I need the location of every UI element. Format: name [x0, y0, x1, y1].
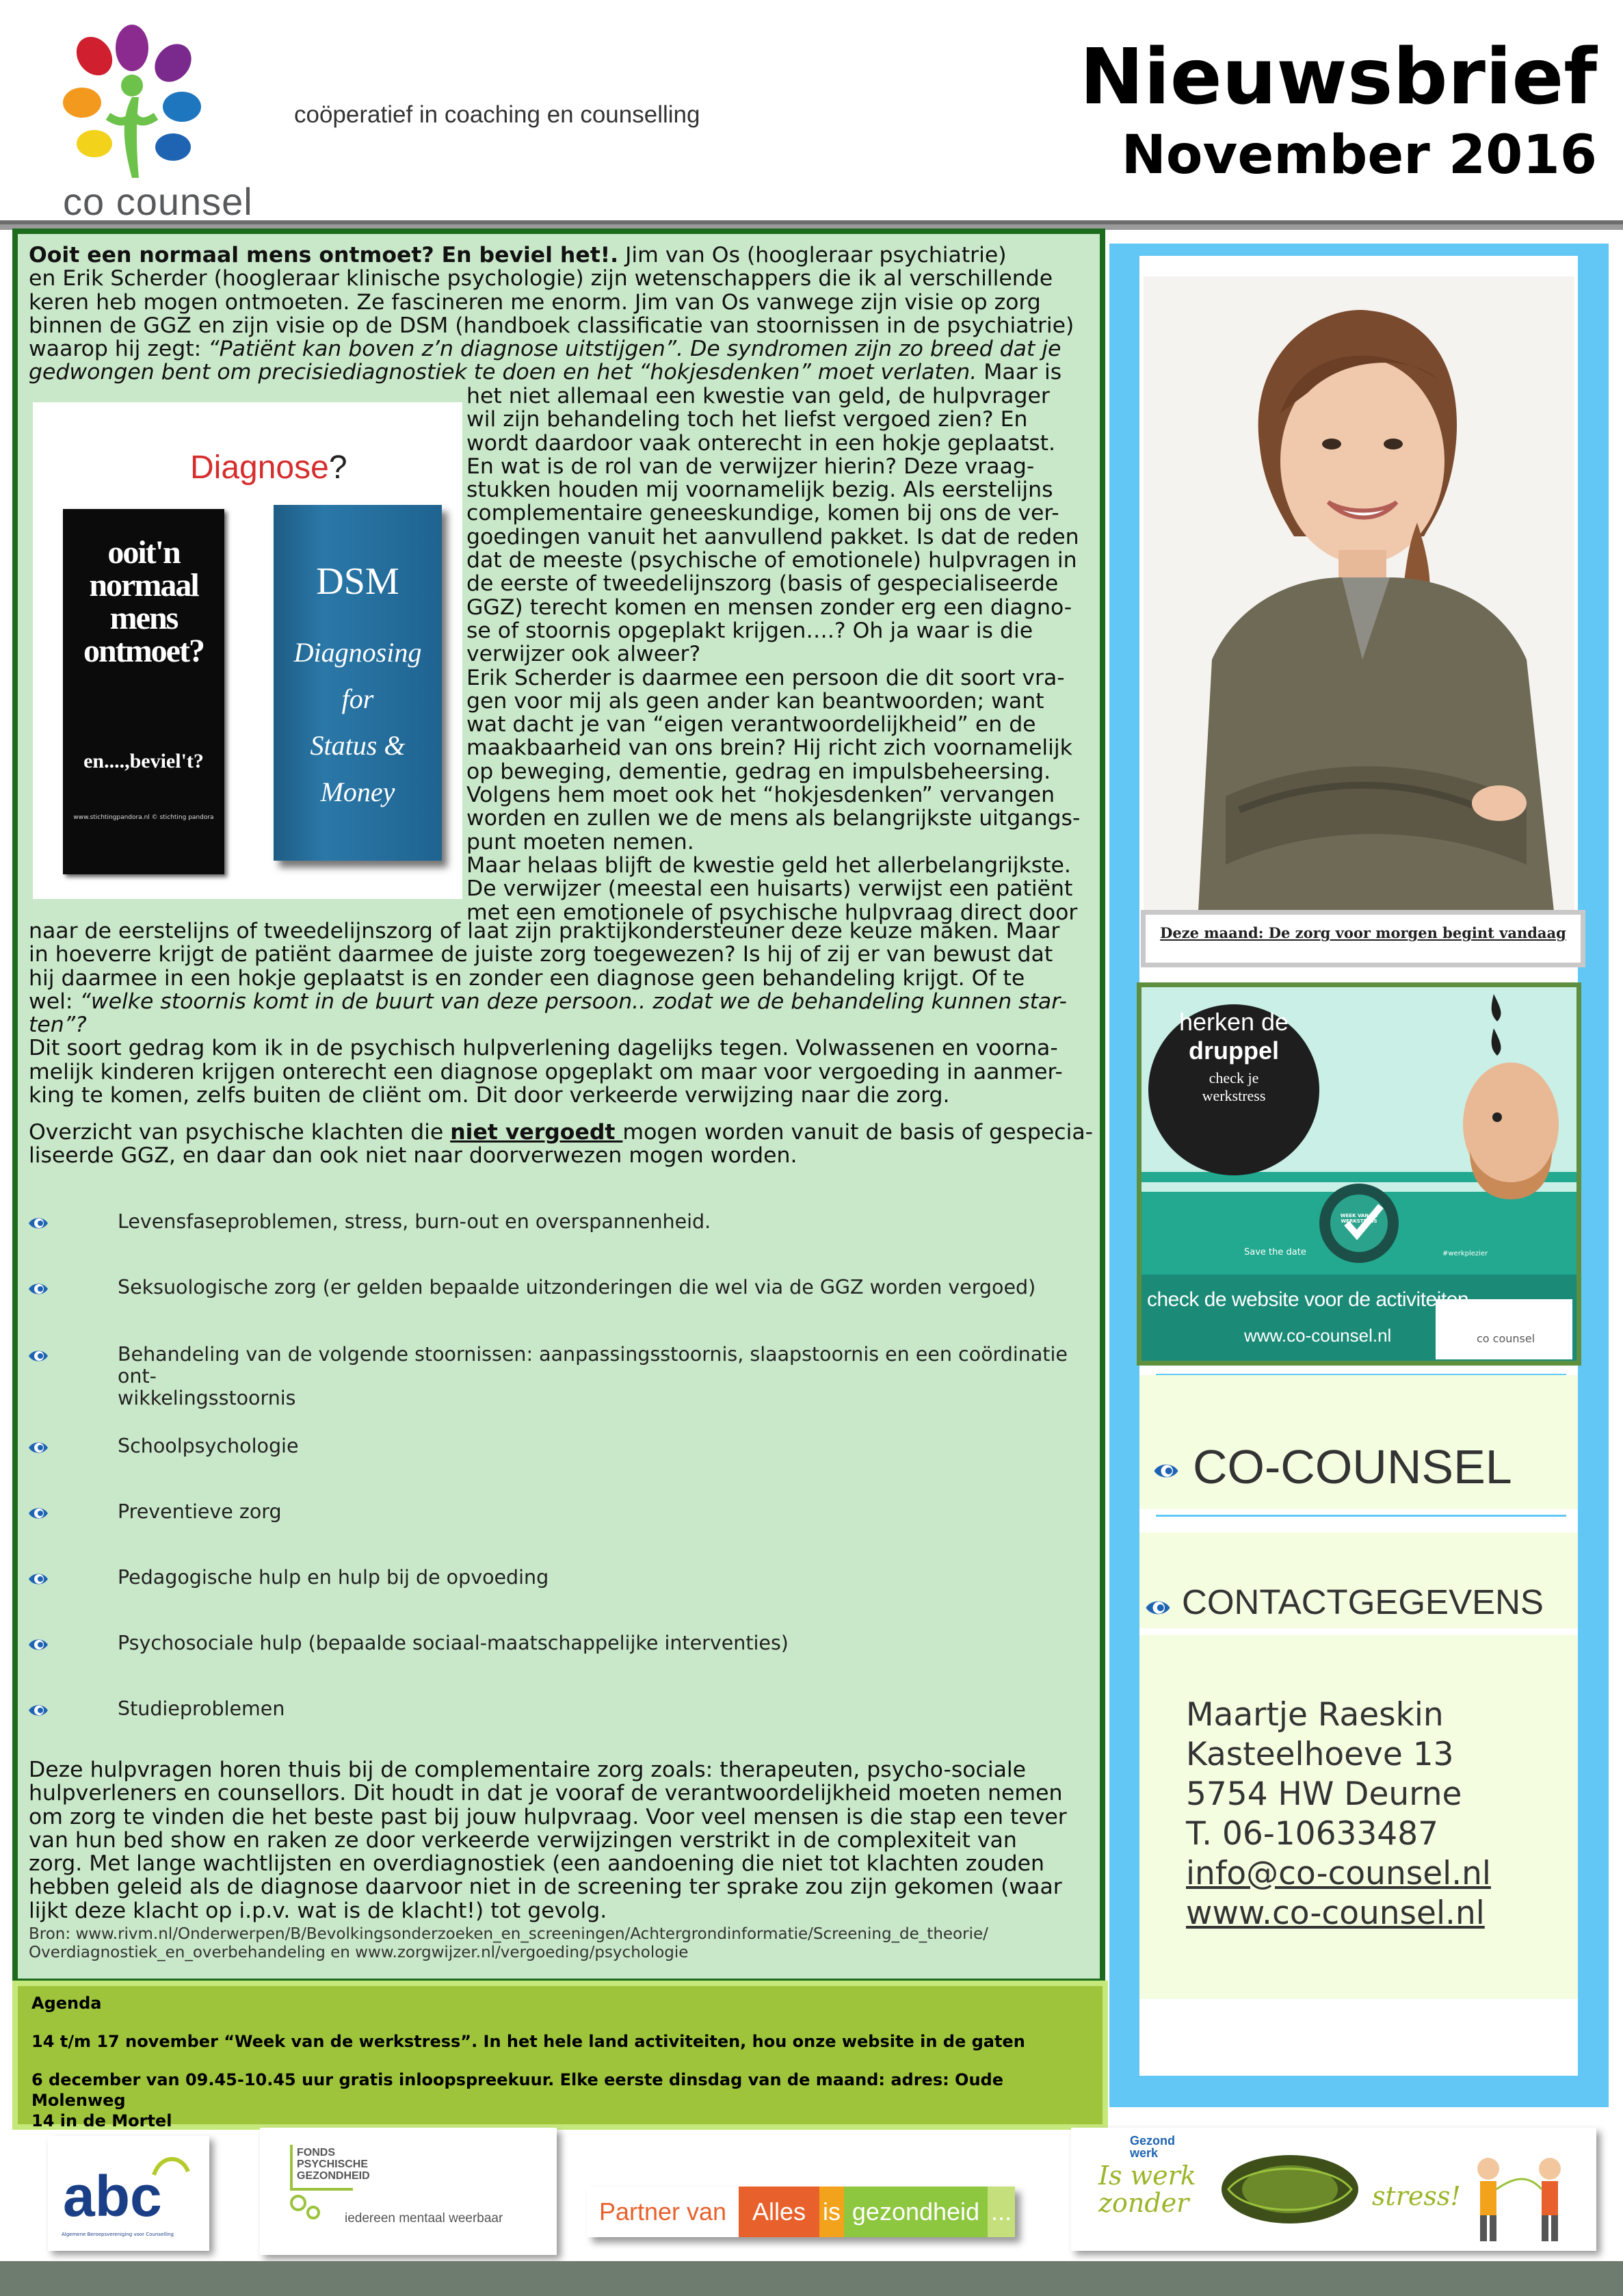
list-item: Levensfaseproblemen, stress, burn-out en overspannenheid.: [27, 1211, 1094, 1252]
contact-website-link[interactable]: www.co-counsel.nl: [1186, 1894, 1485, 1932]
bullet-eye-icon: [27, 1345, 49, 1367]
article-headline: Ooit een normaal mens ontmoet? En beviel het!.: [29, 243, 619, 268]
abc-logo[interactable]: abc Algemene Beroepsvereniging voor Counselling: [48, 2136, 209, 2251]
abc-arc-icon: [150, 2151, 192, 2178]
source-reference: Bron: www.rivm.nl/Onderwerpen/B/Bevolkingsonderzoeken_en_screeningen/Achtergrondinformatie/Screening_de_theorie/ Overdiagnostiek_en_overbehandeling en www.zorgwijzer.nl/vergoeding/psychologie: [29, 1925, 988, 1961]
fonds-bubble-icon: [285, 2141, 353, 2223]
footer-bar: [0, 2261, 1623, 2296]
agenda-item: 6 december van 09.45-10.45 uur gratis inloopspreekuur. Elke eerste dinsdag van de maand: adres: Oude Molenweg 14 in de Mortel: [31, 2070, 1004, 2130]
page-header: [0, 0, 1623, 224]
ad-headline: herken de druppel check je werkstress: [1178, 1008, 1289, 1104]
overview-paragraph: Overzicht van psychische klachten die niet vergoedt mogen worden vanuit de basis of gespecia- liseerde GGZ, en daar dan ook niet naar doorverwezen mogen worden.: [29, 1120, 1094, 1169]
contact-email-link[interactable]: info@co-counsel.nl: [1186, 1855, 1491, 1892]
werkstress-ad[interactable]: [1137, 982, 1581, 1366]
bullet-eye-icon: [27, 1699, 49, 1721]
two-figures-icon: [1454, 2148, 1584, 2244]
list-item: Preventieve zorg: [27, 1501, 1094, 1542]
list-item: Psychosociale hulp (bepaalde sociaal-maatschappelijke interventies): [27, 1632, 1094, 1673]
bullet-eye-icon: [27, 1278, 49, 1300]
closing-paragraph: Deze hulpvragen horen thuis bij de complementaire zorg zoals: therapeuten, psycho-sociale hulpverleners en counsellors. Dit houdt in dat je vooraf de verantwoordelijkheid moeten nemen om zorg te vinden die het beste past bij jouw hulpvraag. Voor veel mensen is die stap een tever van hun bed show en raken ze door verkeerde verwijzingen verstrikt in de complexiteit van zorg. Met lange wachtlijsten en overdiagnostiek (een aandoening die niet tot klachten zouden hebben geleid als de diagnose daarvoor niet in de screening ter sprake zou zijn gekomen (waar lijkt deze klacht op i.p.v. wat is de klacht!) tot gevolg.: [29, 1758, 1067, 1923]
newsletter-title: Nieuwsbrief: [1079, 33, 1597, 122]
article-continued: naar de eerstelijns of tweedelijnszorg of laat zijn praktijkondersteuner deze keuze maken. Maar in hoeverre krijgt de patiënt daarmee de juiste zorg toegewezen? Is hij of zij er van bewust dat hij daarmee in een hokje geplaatst is en zonder een diagnose geen behandeling krijgt. Of te wel: “welke stoornis komt in de buurt van deze persoon.. zodat we de behandeling kunnen star- ten”? Dit soort gedrag kom ik in de psychisch hulpverlening dagelijks tegen. Volwassenen en voorna- melijk kinderen krijgen onterecht een diagnose opgeplakt om maar voor vergoeding in aanmer- king te komen, zelfs buiten de cliënt om. Dit door verkeerde verwijzing naar die zorg.: [29, 919, 1067, 1108]
ad-cta: check de website voor de activiteiten: [1147, 1288, 1469, 1311]
article-intro: Ooit een normaal mens ontmoet? En beviel het!. Jim van Os (hoogleraar psychiatrie) en Erik Scherder (hoogleraar klinische psychologie) zijn wetenschappers die ik al verschillende keren heb mogen ontmoeten. Ze fascineren me enorm. Jim van Os vanwege zijn visie op zorg binnen de GGZ en zijn visie op de DSM (handboek classificatie van stoornissen in de psychiatrie) waarop hij zegt: “Patiënt kan boven z’n diagnose uitstijgen”. De syndromen zijn zo breed dat je gedwongen bent om precisiediagnostiek te doen en het “hokjesdenken” moet verlaten. Maar is: [29, 243, 1074, 385]
ad-save-date: Save the date: [1244, 1247, 1306, 1257]
bullet-eye-icon: [27, 1212, 49, 1234]
niet-vergoedt-emphasis: niet vergoedt: [450, 1120, 623, 1145]
book-dsm: DSM Diagnosing for Status & Money: [274, 505, 442, 861]
book-normaal-mens: ooit'n normaal mens ontmoet? en....,beviel't? www.stichtingpandora.nl © stichting pandora: [63, 509, 224, 874]
diagnose-books-image: [33, 402, 462, 899]
logo-text: co counsel: [63, 180, 253, 223]
bullet-eye-icon: [1141, 1594, 1175, 1621]
contact-name: Maartje Raeskin: [1186, 1696, 1444, 1734]
main-article: [12, 229, 1105, 1984]
tagline: coöperatief in coaching en counselling: [294, 101, 700, 128]
brand-name: CO-COUNSEL: [1193, 1440, 1512, 1493]
newsletter-date: November 2016: [1121, 125, 1597, 186]
co-counsel-tree-logo: [53, 21, 211, 178]
agenda-box: [12, 1981, 1108, 2130]
list-item: Behandeling van de volgende stoornissen: aanpassingsstoornis, slaapstoornis en een coördinatie ont- wikkelingsstoornis: [27, 1344, 1094, 1392]
tangled-thread-icon: [1208, 2148, 1372, 2230]
quote-behandeling: “welke stoornis komt in de buurt van deze persoon.. zodat we de behandeling kunnen star-: [79, 989, 1067, 1014]
ad-hashtag: #werkplezier: [1442, 1250, 1488, 1257]
bullet-eye-icon: [27, 1568, 49, 1590]
quote-van-os: “Patiënt kan boven z’n diagnose uitstijgen”. De syndromen zijn zo breed dat je: [208, 337, 1061, 362]
bullet-eye-icon: [1149, 1457, 1183, 1485]
fonds-psychische-gezondheid-logo[interactable]: FONDS PSYCHISCHE GEZONDHEID iedereen mentaal weerbaar: [260, 2128, 557, 2255]
alles-is-gezondheid-logo[interactable]: Partner van Alles is gezondheid ...: [587, 2187, 1015, 2237]
ad-url[interactable]: www.co-counsel.nl: [1244, 1325, 1392, 1346]
list-item: Seksuologische zorg (er gelden bepaalde uitzonderingen die wel via de GGZ worden vergoed): [27, 1277, 1094, 1318]
woman-portrait-illustration: [1144, 276, 1574, 911]
gezond-werk-logo[interactable]: Gezond werk Is werk zonder stress!: [1071, 2128, 1596, 2251]
bullet-eye-icon: [27, 1437, 49, 1459]
contact-city: 5754 HW Deurne: [1186, 1775, 1462, 1813]
contact-street: Kasteelhoeve 13: [1186, 1736, 1454, 1773]
diagnose-heading: Diagnose?: [190, 449, 347, 486]
article-wrap-text: het niet allemaal een kwestie van geld, de hulpvrager wil zijn behandeling toch het liefst vergoed zien? En wordt daardoor vaak onterecht in een hokje geplaatst. En wat is de rol van de verwijzer hierin? Deze vraag- stukken houden mij voornamelijk bezig. Als eerstelijns complementaire geneeskundige, komen bij ons de ver- goedingen vanuit het aanvullend pakket. Is dat de reden dat de meeste (psychische of emotionele) hulpvragen in de eerste of tweedelijnszorg (basis of gespecialiseerde GGZ) terecht komen en mensen zonder erg een diagno- se of stoornis opgeplakt krijgen….? Oh ja waar is die verwijzer ook alweer? Erik Scherder is daarmee een persoon die dit soort vra- gen voor mij als geen ander kan beantwoorden; want wat dacht je van “eigen verantwoordelijkheid” en de maakbaarheid van ons brein? Hij richt zich voornamelijk op beweging, dementie, gedrag en impulsbeheersing. Volgens hem moet ook het “hokjesdenken” vervangen worden en zullen we de mens als belangrijkste uitgangs- punt moeten nemen. Maar helaas blijft de kwestie geld het allerbelangrijkste. De verwijzer (meestal een huisarts) verwijst een patiënt met een emotionele of psychische hulpvraag direct door: [466, 384, 1081, 925]
portrait-photo: [1144, 276, 1574, 911]
list-item: Studieproblemen: [27, 1698, 1094, 1739]
contact-heading: CONTACTGEGEVENS: [1182, 1582, 1544, 1621]
photo-caption: Deze maand: De zorg voor morgen begint vandaag: [1141, 910, 1585, 967]
agenda-title: Agenda: [31, 1994, 102, 2013]
bullet-eye-icon: [27, 1502, 49, 1524]
list-item: Pedagogische hulp en hulp bij de opvoeding: [27, 1567, 1094, 1608]
ad-badge: WEEK VAN DE WERKSTRESS: [1340, 1213, 1378, 1224]
agenda-item: 14 t/m 17 november “Week van de werkstress”. In het hele land activiteiten, hou onze website in de gaten: [31, 2032, 1025, 2051]
contact-phone: T. 06-10633487: [1186, 1815, 1439, 1853]
divider: [1156, 1515, 1566, 1517]
bullet-eye-icon: [27, 1634, 49, 1656]
list-item: Schoolpsychologie: [27, 1435, 1094, 1476]
ad-mini-logo: co counsel: [1477, 1332, 1535, 1345]
